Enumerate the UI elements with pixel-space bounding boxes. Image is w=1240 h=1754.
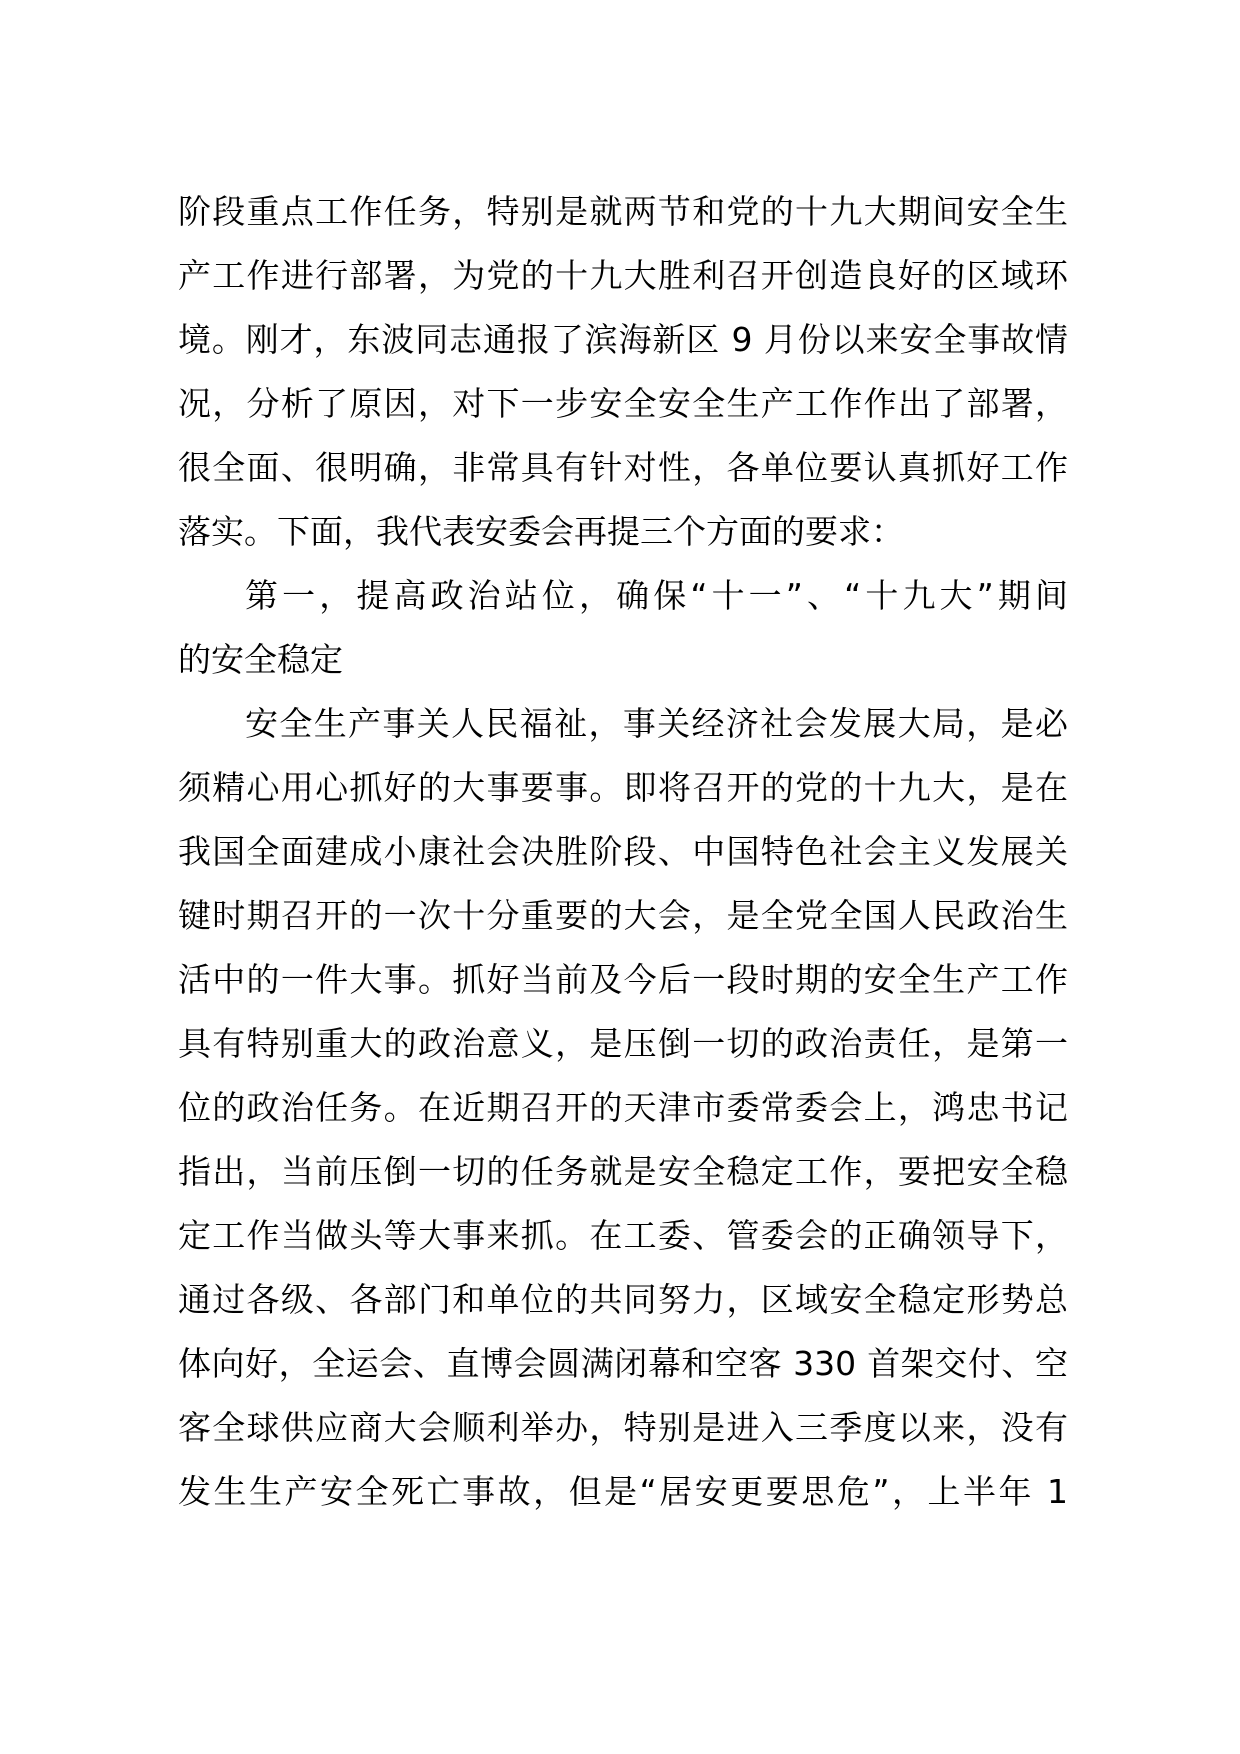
paragraph-safety-production [178, 692, 1068, 1524]
text-line: 况，分析了原因，对下一步安全安全生产工作作出了部署， [178, 384, 1068, 423]
text-line: 我国全面建成小康社会决胜阶段、中国特色社会主义发展关 [178, 832, 1068, 871]
text-line: 阶段重点工作任务，特别是就两节和党的十九大期间安全生 [178, 192, 1068, 231]
text-line: 很全面、很明确，非常具有针对性，各单位要认真抓好工作 [178, 448, 1068, 487]
text-line: 产工作进行部署，为党的十九大胜利召开创造良好的区域环 [178, 256, 1068, 295]
text-line: 安全生产事关人民福祉，事关经济社会发展大局，是必 [245, 704, 1068, 743]
text-line: 须精心用心抓好的大事要事。即将召开的党的十九大，是在 [178, 768, 1068, 807]
text-line: 定工作当做头等大事来抓。在工委、管委会的正确领导下， [178, 1216, 1068, 1255]
paragraph-continued [178, 180, 1068, 564]
text-line: 境。刚才，东波同志通报了滨海新区 9 月份以来安全事故情 [178, 320, 1068, 359]
heading-line: 的安全稳定 [178, 640, 343, 679]
text-line: 体向好，全运会、直博会圆满闭幕和空客 330 首架交付、空 [178, 1344, 1068, 1383]
text-line: 发生生产安全死亡事故，但是“居安更要思危”，上半年 1 [178, 1472, 1068, 1511]
heading-line: 第一，提高政治站位，确保“十一”、“十九大”期间 [245, 576, 1068, 615]
text-line: 活中的一件大事。抓好当前及今后一段时期的安全生产工作 [178, 960, 1068, 999]
text-line: 指出，当前压倒一切的任务就是安全稳定工作，要把安全稳 [178, 1152, 1068, 1191]
text-line: 位的政治任务。在近期召开的天津市委常委会上，鸿忠书记 [178, 1088, 1068, 1127]
text-line: 键时期召开的一次十分重要的大会，是全党全国人民政治生 [178, 896, 1068, 935]
text-line: 客全球供应商大会顺利举办，特别是进入三季度以来，没有 [178, 1408, 1068, 1447]
document-body [178, 180, 1068, 1524]
text-line: 通过各级、各部门和单位的共同努力，区域安全稳定形势总 [178, 1280, 1068, 1319]
section-heading-first [178, 564, 1068, 692]
text-line: 落实。下面，我代表安委会再提三个方面的要求： [178, 512, 904, 551]
text-line: 具有特别重大的政治意义，是压倒一切的政治责任，是第一 [178, 1024, 1068, 1063]
